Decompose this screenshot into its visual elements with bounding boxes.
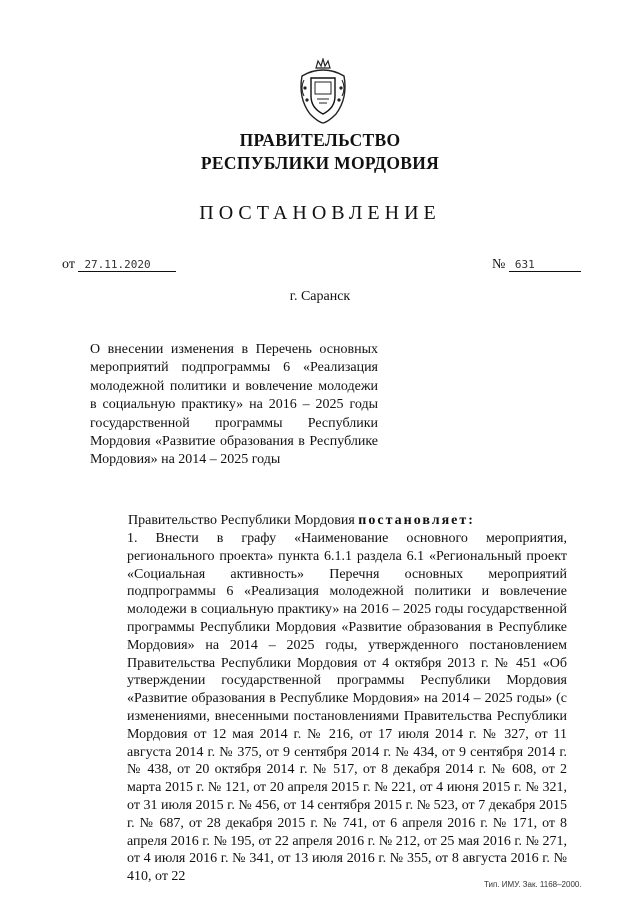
coat-of-arms-icon xyxy=(296,58,350,124)
government-title: ПРАВИТЕЛЬСТВО xyxy=(239,130,401,150)
number-value: 631 xyxy=(509,258,581,272)
document-date xyxy=(62,257,176,273)
document-type: ПОСТАНОВЛЕНИЕ xyxy=(199,202,441,224)
date-value: 27.11.2020 xyxy=(78,258,176,272)
decree-intro xyxy=(128,513,475,529)
date-prefix: от xyxy=(62,257,75,272)
print-footer: Тип. ИМУ. Зак. 1168–2000. xyxy=(484,880,582,889)
republic-title: РЕСПУБЛИКИ МОРДОВИЯ xyxy=(200,153,440,173)
document-subject: О внесении изменения в Перечень основных мероприятий подпрограммы 6 «Реализация молодежной политики и вовлечение молодежи в социальную практику» на 2016 – 2025 годы государственной программы Республики Мордовия «Развитие образования в Республике Мордовия» на 2014 – 2025 годы xyxy=(90,342,378,468)
decree-verb: постановляет: xyxy=(358,513,475,528)
number-prefix: № xyxy=(492,257,506,272)
paragraph-1: 1. Внести в графу «Наименование основного мероприятия, регионального проекта» пункта 6.1.1 раздела 6.1 «Региональный проект «Социальная активность» Перечня основных мероприятий подпрограммы 6 «Реализация молодежной политики и вовлечение молодежи в социальную практику» на 2016 – 2025 годы государственной программы Республики Мордовия «Развитие образования в Республике Мордовия» на 2014 – 2025 годы, утвержденного постановлением Правительства Республики Мордовия от 4 октября 2013 г. № 451 «Об утверждении государственной программы Республики Мордовия «Развитие образования в Республике Мордовия» на 2014 – 2025 годы» (с изменениями, внесенными постановлениями Правительства Республики Мордовия от 12 мая 2014 г. № 216, от 17 июля 2014 г. № 327, от 11 августа 2014 г. № 375, от 9 сентября 2014 г. № 434, от 9 сентября 2014 г. № 438, от 20 октября 2014 г. № 517, от 8 декабря 2014 г. № 608, от 2 марта 2015 г. № 121, от 20 апреля 2015 г. № 221, от 4 июня 2015 г. № 321, от 31 июля 2015 г. № 456, от 14 сентября 2015 г. № 523, от 7 декабря 2015 г. № 687, от 28 декабря 2015 г. № 741, от 6 апреля 2016 г. № 171, от 8 апреля 2016 г. № 195, от 22 апреля 2016 г. № 212, от 25 мая 2016 г. № 271, от 4 июля 2016 г. № 341, от 13 июля 2016 г. № 355, от 8 августа 2016 г. № 410, от 22 xyxy=(127,531,567,885)
decree-subject: Правительство Республики Мордовия xyxy=(128,513,355,528)
document-number xyxy=(492,257,581,273)
decree-body xyxy=(89,530,567,886)
city: г. Саранск xyxy=(289,289,351,304)
